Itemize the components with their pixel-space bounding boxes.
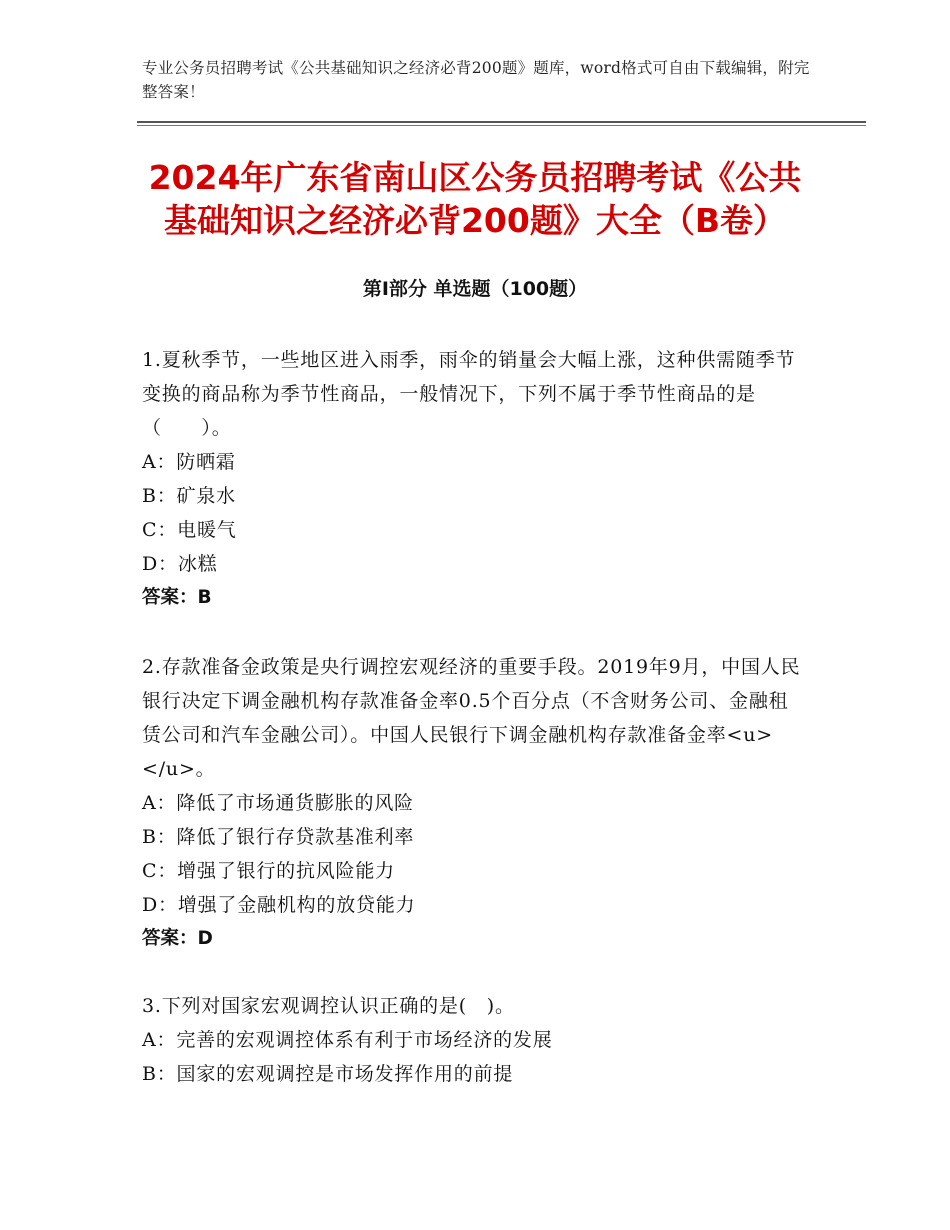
- section-title: 第Ⅰ部分 单选题（100题）: [362, 278, 588, 300]
- option-d: D：增强了金融机构的放贷能力: [142, 894, 416, 916]
- option-b: B：矿泉水: [142, 485, 236, 507]
- document-title: 2024年广东省南山区公务员招聘考试《公共基础知识之经济必背200题》大全（B卷）: [148, 158, 802, 240]
- question-stem: 1.夏秋季节，一些地区进入雨季，雨伞的销量会大幅上涨，这种供需随季节变换的商品称为季节性商品，一般情况下，下列不属于季节性商品的是（ ）。: [142, 349, 796, 439]
- question-stem: 3.下列对国家宏观调控认识正确的是( )。: [142, 995, 515, 1017]
- option-c: C：增强了银行的抗风险能力: [142, 860, 395, 882]
- option-b: B：国家的宏观调控是市场发挥作用的前提: [142, 1063, 514, 1085]
- question-2: [142, 650, 853, 956]
- question-3: [142, 989, 807, 1091]
- option-a: A：降低了市场通货膨胀的风险: [142, 792, 414, 814]
- option-b: B：降低了银行存贷款基准利率: [142, 826, 415, 848]
- option-a: A：完善的宏观调控体系有利于市场经济的发展: [142, 1029, 553, 1051]
- answer: 答案：D: [142, 928, 213, 949]
- option-a: A：防晒霜: [142, 451, 236, 473]
- question-stem: 2.存款准备金政策是央行调控宏观经济的重要手段。2019年9月，中国人民银行决定下调金融机构存款准备金率0.5个百分点（不含财务公司、金融租赁公司和汽车金融公司）。中国人民银行下调金融机构存款准备金率<u> </u>。: [142, 656, 853, 780]
- option-d: D：冰糕: [142, 553, 218, 575]
- option-c: C：电暖气: [142, 519, 237, 541]
- header-rule-thin: [137, 125, 866, 126]
- header-note: 专业公务员招聘考试《公共基础知识之经济必背200题》题库，word格式可自由下载编辑，附完整答案！: [142, 59, 810, 101]
- answer: 答案：B: [142, 587, 212, 608]
- question-1: [142, 343, 807, 615]
- header-rule-thick: [137, 121, 866, 123]
